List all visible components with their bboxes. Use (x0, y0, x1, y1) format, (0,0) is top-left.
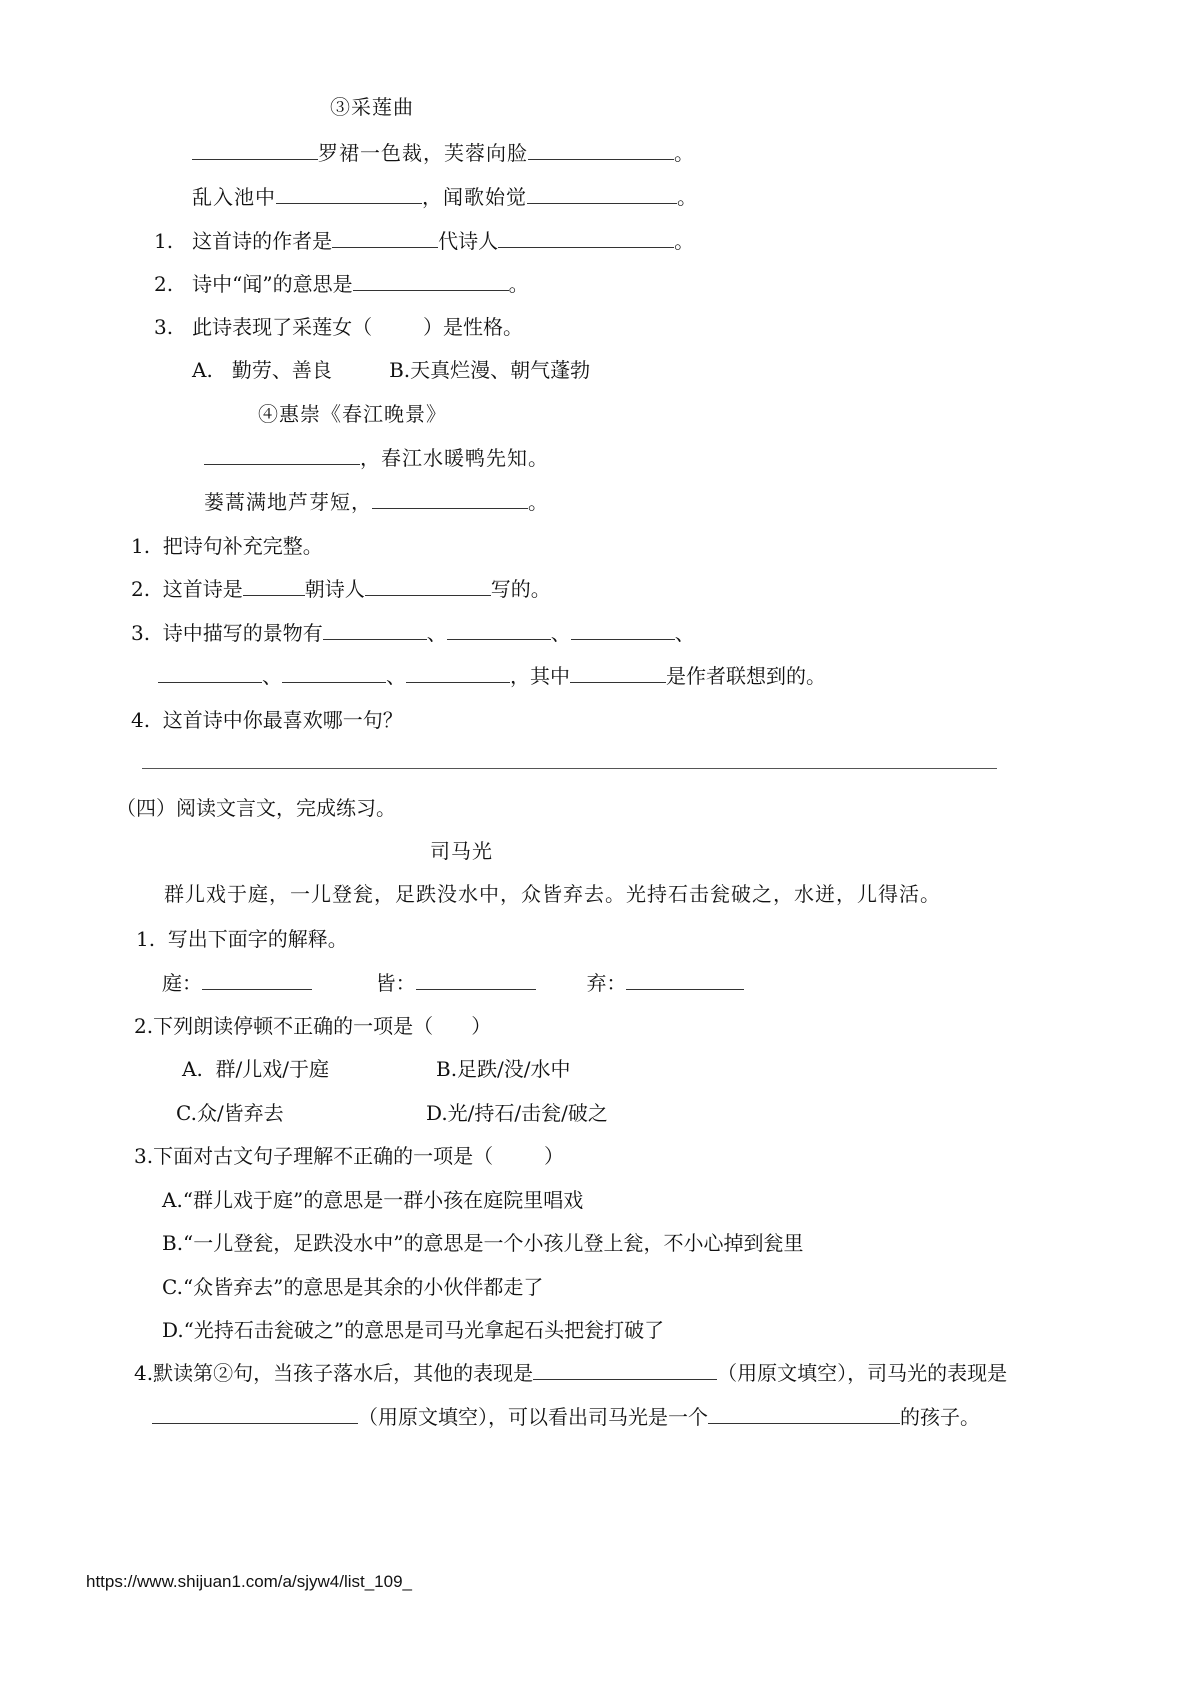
question-cont: （用原文填空），可以看出司马光是一个 的孩子。 (152, 1404, 980, 1430)
option-row: B.足跌/没/水中 (436, 1057, 571, 1081)
question: 2. 诗中“闻”的意思是 。 (154, 272, 529, 296)
passage-text: 群儿戏于庭，一儿登瓮，足跌没水中，众皆弃去。光持石击瓮破之，水迸，儿得活。 (164, 882, 941, 906)
question-cont: 、 、 ，其中 是作者联想到的。 (158, 663, 826, 689)
answer-blank[interactable] (152, 1405, 358, 1424)
option-row: D.光/持石/击瓮/破之 (426, 1101, 608, 1125)
answer-blank[interactable] (447, 621, 551, 640)
answer-blank[interactable] (192, 141, 318, 160)
option-row: A. 群/儿戏/于庭 (182, 1057, 329, 1081)
answer-blank[interactable] (158, 664, 262, 683)
answer-blank[interactable] (276, 185, 422, 204)
question: 3. 此诗表现了采莲女（ ）是性格。 (154, 315, 524, 339)
answer-blank[interactable] (406, 664, 510, 683)
poem-line: 乱入池中 ，闻歌始觉 。 (192, 185, 698, 209)
question: 1. 这首诗的作者是 代诗人 。 (154, 229, 695, 253)
option-row: D.“光持石击瓮破之”的意思是司马光拿起石头把瓮打破了 (162, 1318, 665, 1342)
passage-title: 司马光 (430, 839, 493, 863)
question: 4.默读第②句，当孩子落水后，其他的表现是 （用原文填空），司马光的表现是 (134, 1361, 1008, 1385)
question: 2.下列朗读停顿不正确的一项是（ ） (134, 1014, 492, 1038)
option-row: A.“群儿戏于庭”的意思是一群小孩在庭院里唱戏 (162, 1188, 584, 1212)
answer-blank[interactable] (498, 229, 674, 248)
option-row: C.众/皆弃去 (176, 1101, 284, 1125)
answer-blank[interactable] (372, 490, 528, 509)
answer-blank[interactable] (332, 229, 438, 248)
answer-blank[interactable] (365, 577, 491, 596)
poem-line: 蒌蒿满地芦芽短， 。 (204, 490, 549, 514)
answer-blank[interactable] (353, 272, 509, 291)
question: 1. 把诗句补充完整。 (131, 534, 323, 558)
poem-line: ，春江水暖鸭先知。 (204, 445, 549, 471)
answer-blank[interactable] (708, 1405, 900, 1424)
answer-line[interactable] (142, 768, 997, 769)
question: 4. 这首诗中你最喜欢哪一句？ (131, 708, 403, 732)
question: 3. 诗中描写的景物有 、 、 、 (131, 621, 695, 645)
answer-blank[interactable] (528, 141, 674, 160)
answer-blank[interactable] (416, 971, 536, 990)
question: 2. 这首诗是 朝诗人 写的。 (131, 577, 551, 601)
answer-blank[interactable] (204, 446, 360, 465)
answer-blank[interactable] (527, 185, 677, 204)
option-row: B.“一儿登瓮，足跌没水中”的意思是一个小孩儿登上瓮，不小心掉到瓮里 (162, 1231, 804, 1255)
answer-blank[interactable] (570, 664, 666, 683)
option-row: C.“众皆弃去”的意思是其余的小伙伴都走了 (162, 1275, 544, 1299)
answer-blank[interactable] (282, 664, 386, 683)
section-heading: （四）阅读文言文，完成练习。 (116, 796, 396, 820)
question: 1. 写出下面字的解释。 (136, 927, 348, 951)
answer-blank[interactable] (533, 1361, 717, 1380)
poem-title: ④惠崇《春江晚景》 (258, 402, 447, 426)
word-row: 庭： 皆： 弃： (162, 970, 744, 996)
options: A. 勤劳、善良 B.天真烂漫、朝气蓬勃 (192, 358, 591, 382)
question: 3.下面对古文句子理解不正确的一项是（ ） (134, 1144, 564, 1168)
answer-blank[interactable] (323, 621, 427, 640)
answer-blank[interactable] (243, 577, 305, 596)
answer-blank[interactable] (626, 971, 744, 990)
answer-blank[interactable] (202, 971, 312, 990)
poem-title: ③采莲曲 (330, 95, 414, 119)
source-url[interactable]: https://www.shijuan1.com/a/sjyw4/list_109_ (86, 1572, 412, 1591)
answer-blank[interactable] (571, 621, 675, 640)
poem-line: 罗裙一色裁，芙蓉向脸 。 (192, 140, 695, 166)
